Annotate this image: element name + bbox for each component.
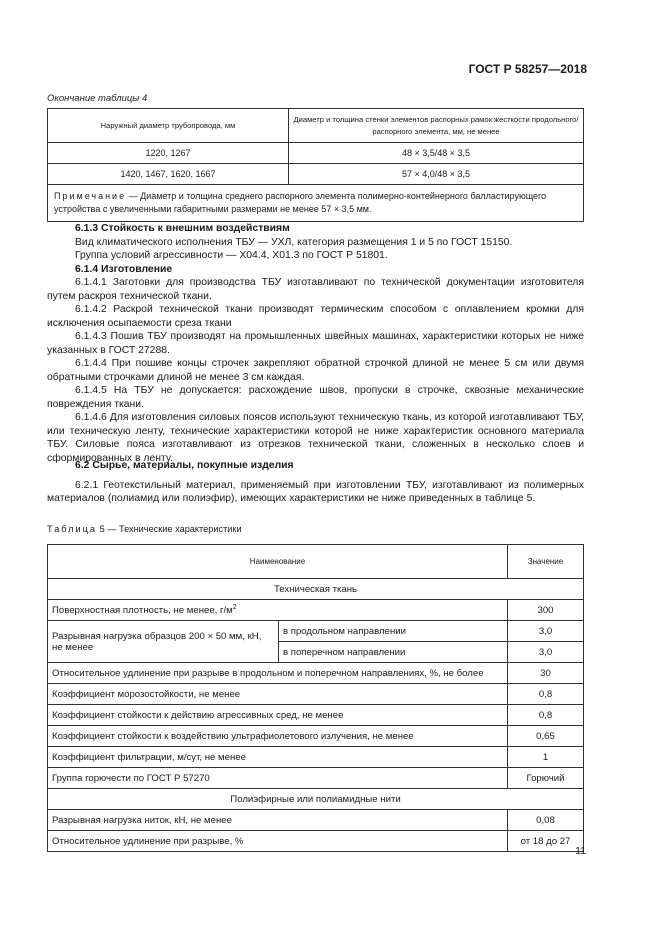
table4-col1-header: Наружный диаметр трубопровода, мм <box>48 109 289 143</box>
paragraph: Вид климатического исполнения ТБУ — УХЛ, категория размещения 1 и 5 по ГОСТ 15150. <box>75 236 513 248</box>
section-6-1-3 <box>47 222 584 465</box>
table5-col1-header: Наименование <box>48 545 508 579</box>
paragraph: 6.1.4.3 Пошив ТБУ производят на промышленных швейных машинах, характеристики которых не ниже указанных в ГОСТ 27288. <box>47 331 584 356</box>
table4-col2-header: Диаметр и толщина стенки элементов распорных рамок жесткости продольного/распорного элемента, мм, не менее <box>289 109 584 143</box>
standard-header: ГОСТ Р 58257—2018 <box>468 62 587 76</box>
table-row: Разрывная нагрузка ниток, кН, не менее 0,08 <box>48 810 584 831</box>
section-6-2 <box>47 459 584 506</box>
section-heading: 6.1.3 Стойкость к внешним воздействиям <box>75 223 290 234</box>
paragraph: 6.1.4.1 Заготовки для производства ТБУ изготавливают по технической документации изготовителя путем раскроя технической ткани. <box>47 277 584 302</box>
table-row <box>48 143 584 164</box>
table-row <box>48 164 584 185</box>
paragraph: 6.1.4.5 На ТБУ не допускается: расхождение швов, пропуски в строчке, сквозные механические повреждения ткани. <box>47 385 584 410</box>
table4-diameter: 1220, 1267 <box>48 143 289 164</box>
table-row: Коэффициент фильтрации, м/сут, не менее 1 <box>48 747 584 768</box>
table5-caption: Таблица 5 — Технические характеристики <box>47 524 242 534</box>
table-row: Коэффициент стойкости к действию агрессивных сред, не менее 0,8 <box>48 705 584 726</box>
table-row: Относительное удлинение при разрыве, % от 18 до 27 <box>48 831 584 852</box>
table5-group-fabric: Техническая ткань <box>48 579 584 600</box>
table-row: Относительное удлинение при разрыве в продольном и поперечном направлениях, %, не более 30 <box>48 663 584 684</box>
paragraph: 6.1.4.4 При пошиве концы строчек закрепляют обратной строчкой длиной не менее 5 см или двумя обратными строчками длиной не менее 3 см каждая. <box>47 358 584 383</box>
table-row <box>48 621 584 642</box>
table-row: Группа горючести по ГОСТ Р 57270 Горючий <box>48 768 584 789</box>
table-5 <box>47 544 584 852</box>
table-row: Коэффициент морозостойкости, не менее 0,8 <box>48 684 584 705</box>
table4-diameter: 1420, 1467, 1620, 1667 <box>48 164 289 185</box>
note-text: — Диаметр и толщина среднего распорного элемента полимерно-контейнерного балластирующего устройства с увеличенными габаритными размерами не менее 57 × 3,5 мм. <box>54 191 547 214</box>
tensile-label: Разрывная нагрузка образцов 200 × 50 мм, кН, не менее <box>48 621 279 663</box>
paragraph: Группа условий агрессивности — Х04.4, Х01.3 по ГОСТ Р 51801. <box>75 250 388 261</box>
tensile-longitudinal-value: 3,0 <box>508 621 584 642</box>
tensile-transverse-value: 3,0 <box>508 642 584 663</box>
section-heading: 6.2 Сырье, материалы, покупные изделия <box>75 460 294 471</box>
table4-note <box>48 185 584 222</box>
table-row <box>48 600 584 621</box>
table-row: Коэффициент стойкости к воздействию ультрафиолетового излучения, не менее 0,65 <box>48 726 584 747</box>
note-label: Примечание <box>54 191 127 201</box>
table4-value: 48 × 3,5/48 × 3,5 <box>289 143 584 164</box>
table-4 <box>47 108 584 222</box>
table5-group-threads: Полиэфирные или полиамидные нити <box>48 789 584 810</box>
page-number: 11 <box>575 845 586 857</box>
section-heading: 6.1.4 Изготовление <box>75 263 173 275</box>
tensile-transverse: в поперечном направлении <box>279 642 508 663</box>
paragraph: 6.1.4.2 Раскрой технической ткани производят термическим способом с оплавлением кромки для исключения осыпаемости среза ткани <box>47 304 584 329</box>
paragraph: 6.1.4.6 Для изготовления силовых поясов используют техническую ткань, из которой изготавливают ТБУ, или техническую ленту, технические характеристики которой не ниже характеристик основного материала ТБУ. Силовые пояса изготавливают из отрезков технической ткани, сложенных в несколько слоев и сформированных в ленту. <box>47 412 584 464</box>
table5-col2-header: Значение <box>508 545 584 579</box>
density-label: Поверхностная плотность, не менее, $г/м^2$ <box>48 600 508 621</box>
table4-value: 57 × 4,0/48 × 3,5 <box>289 164 584 185</box>
tensile-longitudinal: в продольном направлении <box>279 621 508 642</box>
table4-caption: Окончание таблицы 4 <box>47 93 148 104</box>
paragraph: 6.2.1 Геотекстильный материал, применяемый при изготовлении ТБУ, изготавливают из полимерных материалов (полиамид или полиэфир), имеющих характеристики не ниже приведенных в таблице 5. <box>47 479 584 504</box>
density-value: 300 <box>508 600 584 621</box>
